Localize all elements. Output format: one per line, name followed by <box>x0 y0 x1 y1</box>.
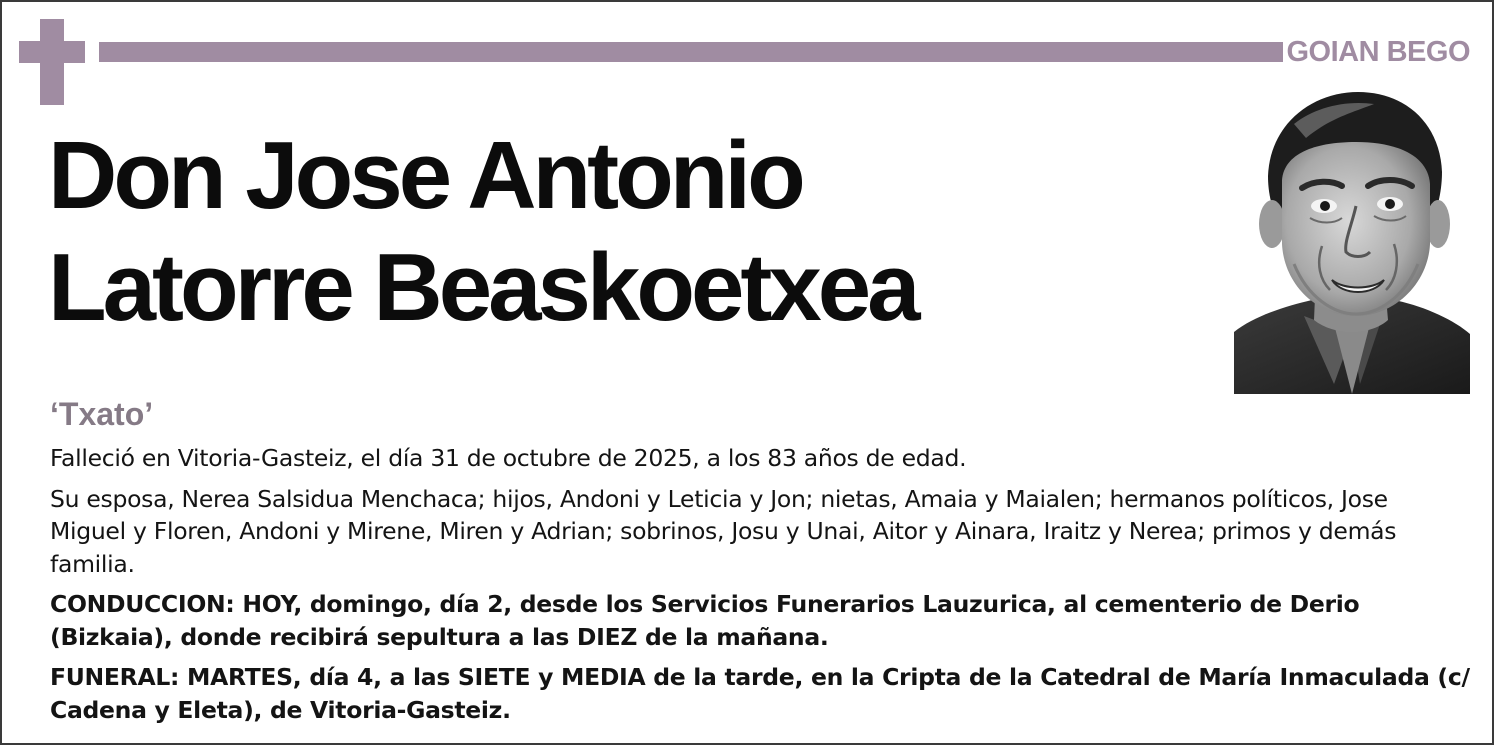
funeral-info: FUNERAL: MARTES, día 4, a las SIETE y MEDIA de la tarde, en la Cripta de la Catedral de María Inmaculada (c/ Cadena y Eleta), de Vitoria-Gasteiz. <box>50 663 1470 724</box>
conduccion-info: CONDUCCION: HOY, domingo, día 2, desde los Servicios Funerarios Lauzurica, al cementerio de Derio (Bizkaia), donde recibirá sepultura a las DIEZ de la mañana. <box>50 590 1360 651</box>
notice-body <box>50 442 1470 734</box>
nickname: ‘Txato’ <box>50 396 154 432</box>
name-line-1: Don Jose Antonio <box>48 122 802 229</box>
death-statement: Falleció en Vitoria-Gasteiz, el día 31 de octubre de 2025, a los 83 años de edad. <box>50 444 967 472</box>
family-list: Su esposa, Nerea Salsidua Menchaca; hijos, Andoni y Leticia y Jon; nietas, Amaia y Maialen; hermanos políticos, Jose Miguel y Floren, Andoni y Mirene, Miren y Adrian; sobrinos, Josu y Unai, Aitor y Ainara, Iraitz y Nerea; primos y demás familia. <box>50 484 1397 578</box>
header-bar <box>99 42 1283 62</box>
cross-icon <box>19 19 85 105</box>
goian-bego-label: GOIAN BEGO <box>1286 36 1470 68</box>
name-line-2: Latorre Beaskoetxea <box>48 234 917 341</box>
portrait-photo <box>1234 84 1470 394</box>
deceased-name <box>48 120 1198 344</box>
